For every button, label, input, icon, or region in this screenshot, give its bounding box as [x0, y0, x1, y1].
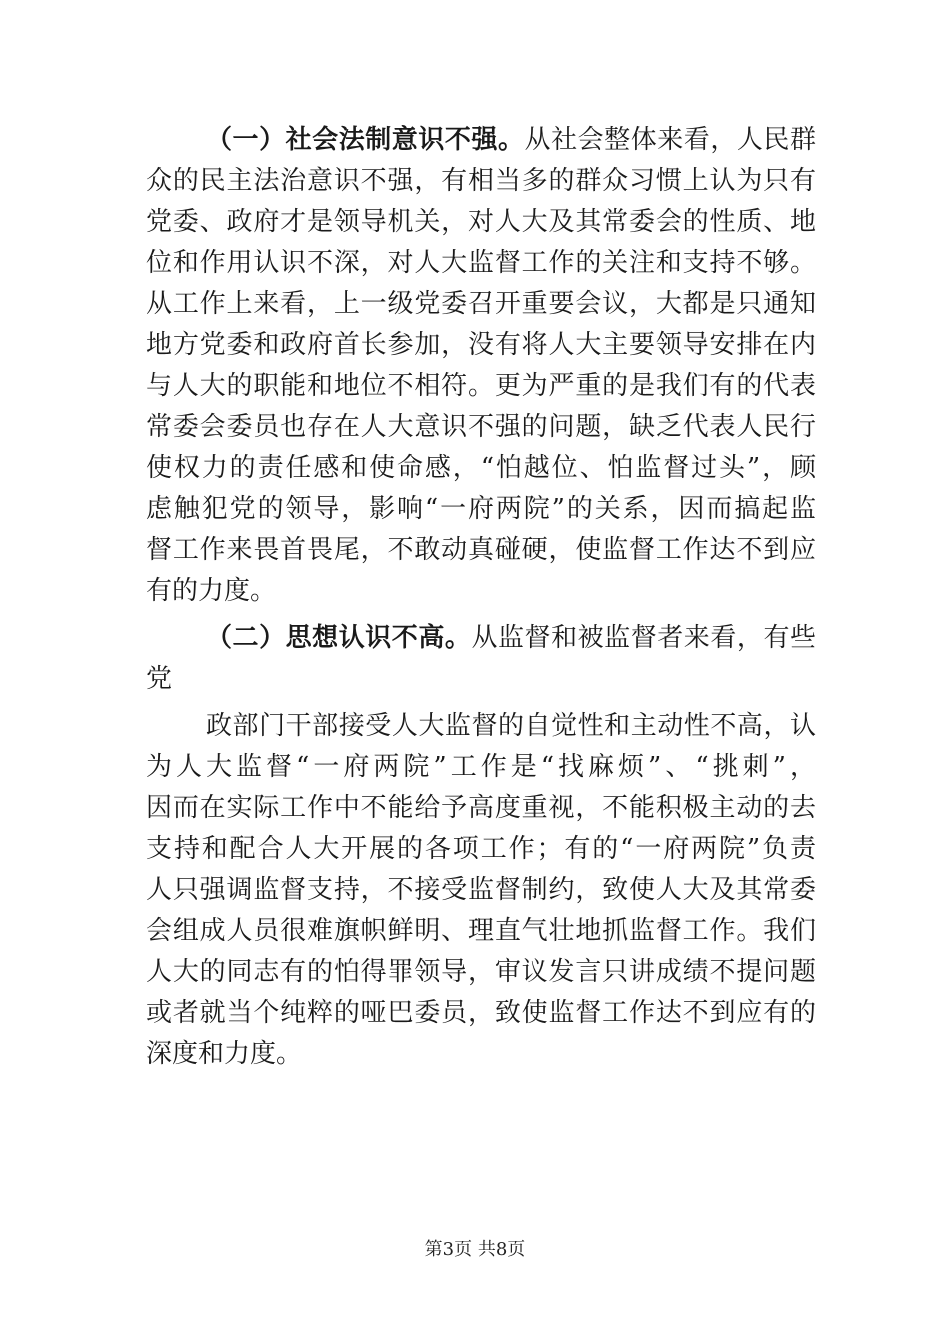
paragraph-3-line: 会组成人员很难旗帜鲜明、理直气壮地抓监督工作。我们 [146, 916, 816, 946]
paragraph-1-line: 虑触犯党的领导，影响“一府两院”的关系，因而搞起监 [146, 494, 816, 524]
paragraph-1-line: 党委、政府才是领导机关，对人大及其常委会的性质、地 [146, 207, 816, 237]
paragraph-1-line: 常委会委员也存在人大意识不强的问题，缺乏代表人民行 [146, 412, 816, 442]
paragraph-3-last-line: 深度和力度。 [146, 1039, 303, 1069]
paragraph-1-first-line-text: 从社会整体来看，人民群 [524, 125, 816, 155]
paragraph-1-line: 督工作来畏首畏尾，不敢动真碰硬，使监督工作达不到应 [146, 535, 816, 565]
paragraph-1-line: 与人大的职能和地位不相符。更为严重的是我们有的代表 [146, 371, 816, 401]
paragraph-1-line: 使权力的责任感和使命感，“怕越位、怕监督过头”，顾 [146, 453, 816, 483]
paragraph-3-line: 或者就当个纯粹的哑巴委员，致使监督工作达不到应有的 [146, 998, 816, 1028]
paragraph-1-line-1 [206, 120, 816, 160]
paragraph-1-line: 众的民主法治意识不强，有相当多的群众习惯上认为只有 [146, 166, 816, 196]
paragraph-3-line: 支持和配合人大开展的各项工作；有的“一府两院”负责 [146, 834, 816, 864]
paragraph-1-heading: （一）社会法制意识不强。 [206, 125, 525, 155]
paragraph-2-last-line: 党 [146, 664, 173, 694]
paragraph-3-line: 为人大监督“一府两院”工作是“找麻烦”、“挑刺”， [146, 752, 816, 782]
paragraph-2-line-1 [206, 618, 816, 658]
paragraph-2-first-line-text: 从监督和被监督者来看，有些 [471, 623, 816, 653]
paragraph-2-heading: （二）思想认识不高。 [206, 623, 472, 653]
paragraph-3-line: 人只强调监督支持，不接受监督制约，致使人大及其常委 [146, 875, 816, 905]
paragraph-1-last-line: 有的力度。 [146, 576, 277, 606]
paragraph-1-line: 位和作用认识不深，对人大监督工作的关注和支持不够。 [146, 248, 816, 278]
paragraph-1-line: 地方党委和政府首长参加，没有将人大主要领导安排在内 [146, 330, 816, 360]
paragraph-3-line: 因而在实际工作中不能给予高度重视，不能积极主动的去 [146, 793, 816, 823]
paragraph-3-line: 人大的同志有的怕得罪领导，审议发言只讲成绩不提问题 [146, 957, 816, 987]
paragraph-3-line-1: 政部门干部接受人大监督的自觉性和主动性不高，认 [206, 711, 816, 741]
page-number-footer: 第3页 共8页 [424, 1239, 526, 1260]
paragraph-1-line: 从工作上来看，上一级党委召开重要会议，大都是只通知 [146, 289, 816, 319]
